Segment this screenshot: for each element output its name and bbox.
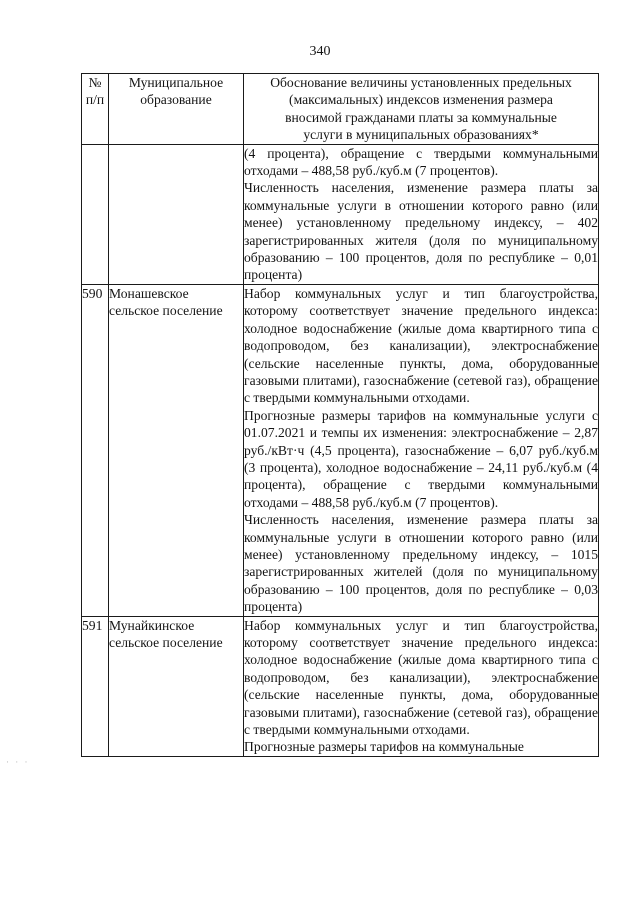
text-line: индекса: холодное водоснабжение (жилые дома <box>244 303 598 336</box>
header-municipality-line: образование <box>140 92 212 108</box>
row-municipality-cell <box>109 144 244 284</box>
municipality-name-line: сельское поселение <box>109 303 223 319</box>
tariff-justification-table <box>81 73 599 757</box>
municipality-name-line: сельское поселение <box>109 635 223 650</box>
row-justification-cell <box>244 616 599 756</box>
text-line: коммунальными отходами. <box>313 390 470 406</box>
text-line: коммунальные услуги в отношении которого равно <box>244 197 565 213</box>
header-justification-line: вносимой гражданами платы за коммунальные <box>285 109 557 125</box>
text-line: (7 процентов). <box>415 494 499 510</box>
row-number-cell: 591 <box>82 616 109 756</box>
text-line: муниципальному образованию – 100 процентов, <box>244 564 598 597</box>
text-line: квартирного типа с водопроводом, без канализации), <box>244 320 599 354</box>
text-line: услуги с 01.07.2021 и темпы их изменения: <box>244 407 599 441</box>
table-header-row <box>82 74 599 145</box>
text-line: 402 зарегистрированных жителя (доля по <box>244 215 598 248</box>
table-row-591 <box>82 616 599 756</box>
text-line: Набор коммунальных услуг и тип благоустройства, <box>244 285 598 301</box>
text-line: газоснабжение – 6,07 руб./куб.м (3 процента), <box>244 442 599 475</box>
text-line: (или менее) установленному предельному индексу, – <box>244 197 598 231</box>
text-line: коммунальными отходами – 488,58 руб./куб.м <box>244 145 598 179</box>
text-line: 1015 зарегистрированных жителей (доля по <box>244 546 598 580</box>
text-line: (4 процента), обращение с твердыми <box>244 459 598 493</box>
justification-paragraph <box>244 738 598 755</box>
municipality-name-line: Монашевское <box>109 285 189 301</box>
text-line: дома, оборудованные газовыми плитами), <box>244 355 598 388</box>
text-line: Численность населения, изменение размера платы за <box>244 512 598 528</box>
text-line: которому соответствует значение предельного <box>244 303 537 319</box>
justification-paragraph <box>244 145 598 180</box>
text-line: газоснабжение (сетевой газ), обращение с твердыми <box>244 372 598 406</box>
header-municipality-line: Муниципальное <box>128 75 224 90</box>
text-line: Набор коммунальных услуг и тип благоустройства, <box>244 617 598 633</box>
text-line: коммунальными отходами. <box>313 722 470 738</box>
justification-paragraph <box>244 511 598 615</box>
text-line: квартирного типа с водопроводом, без канализации), <box>244 652 599 685</box>
row-number-cell: 590 <box>82 284 109 616</box>
row-justification-cell <box>244 284 599 616</box>
justification-paragraph <box>244 407 598 511</box>
text-line: газоснабжение (сетевой газ), обращение с твердыми <box>244 704 598 738</box>
row-municipality-cell <box>109 616 244 756</box>
text-line: Численность населения, изменение размера платы за <box>244 180 598 196</box>
text-line: Прогнозные размеры тарифов на коммунальные <box>244 407 539 423</box>
header-justification-line: Обоснование величины установленных предельных <box>270 75 572 90</box>
text-line: холодное водоснабжение – 24,11 руб./куб.м <box>325 459 583 475</box>
text-line: доля по республике – 0,03 процента) <box>244 581 598 615</box>
text-line: (7 процентов). <box>415 163 499 179</box>
justification-paragraph <box>244 285 598 407</box>
header-municipality <box>109 74 244 145</box>
text-line: которому соответствует значение предельного <box>244 635 537 650</box>
text-line: электроснабжение (сельские населенные пункты, <box>244 669 598 703</box>
text-line: дома, оборудованные газовыми плитами), <box>244 687 598 720</box>
text-line: коммунальными отходами – 488,58 руб./куб.м <box>244 477 598 510</box>
header-number <box>82 74 109 145</box>
text-line: доля по республике – 0,01 процента) <box>244 250 598 283</box>
justification-paragraph <box>244 179 598 283</box>
header-number-line: п/п <box>85 92 105 108</box>
table-row-590 <box>82 284 599 616</box>
municipality-name-line: Мунайкинское <box>109 617 195 633</box>
text-line: коммунальные услуги в отношении которого равно <box>244 529 565 545</box>
text-line: (или менее) установленному предельному индексу, – <box>244 529 598 562</box>
row-justification-cell <box>244 144 599 284</box>
text-line: индекса: холодное водоснабжение (жилые дома <box>244 635 598 668</box>
header-justification-line: услуги в муниципальных образованиях* <box>303 127 539 143</box>
table-row-continuation <box>82 144 599 284</box>
scan-speck: · · · <box>6 757 30 767</box>
page-number: 340 <box>309 44 331 59</box>
text-line: (4 процента), обращение с твердыми <box>244 145 491 161</box>
text-line: электроснабжение (сельские населенные пункты, <box>244 338 598 371</box>
header-number-line: № <box>88 75 102 90</box>
justification-paragraph <box>244 617 598 739</box>
header-justification-line: (максимальных) индексов изменения размера <box>289 92 553 108</box>
header-justification <box>244 74 599 145</box>
row-number-cell <box>82 144 109 284</box>
text-line: Прогнозные размеры тарифов на коммунальные <box>244 739 524 755</box>
text-line: электроснабжение – 2,87 руб./кВт·ч (4,5 процента), <box>244 425 598 458</box>
text-line: муниципальному образованию – 100 процентов, <box>244 232 598 266</box>
row-municipality-cell <box>109 284 244 616</box>
